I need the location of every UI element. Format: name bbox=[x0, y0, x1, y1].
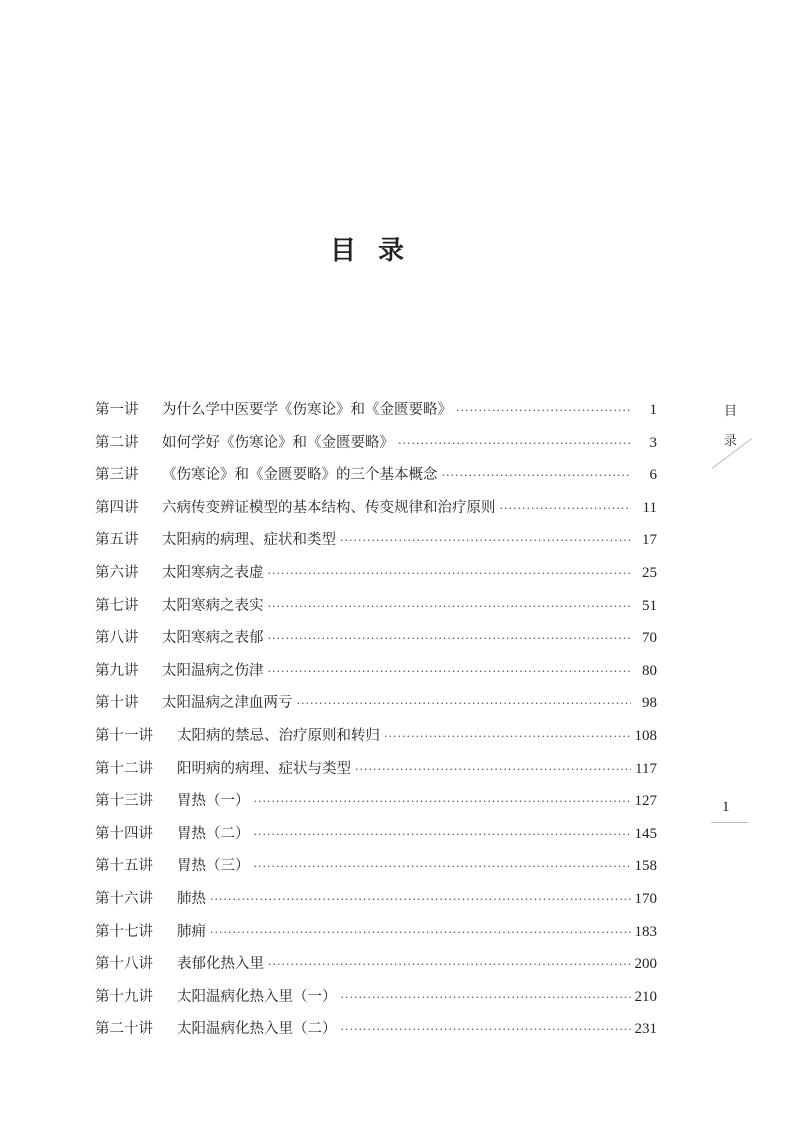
dot-leader bbox=[340, 534, 631, 547]
entry-page: 80 bbox=[642, 662, 657, 679]
entry-page: 25 bbox=[642, 564, 657, 581]
dot-leader bbox=[268, 632, 632, 645]
dot-leader bbox=[384, 730, 631, 743]
toc-entry[interactable] bbox=[95, 431, 657, 464]
dot-leader bbox=[456, 404, 631, 417]
entry-label: 第十五讲 bbox=[95, 858, 153, 875]
entry-label: 第十一讲 bbox=[95, 727, 153, 744]
dot-leader bbox=[268, 665, 632, 678]
entry-page: 3 bbox=[649, 434, 657, 451]
toc-entry[interactable] bbox=[95, 691, 657, 724]
entry-label: 第九讲 bbox=[95, 662, 139, 679]
toc-entry[interactable] bbox=[95, 398, 657, 431]
toc-entry[interactable] bbox=[95, 724, 657, 757]
entry-title: 《伤寒论》和《金匮要略》的三个基本概念 bbox=[162, 467, 438, 484]
entry-page: 127 bbox=[634, 793, 657, 810]
table-of-contents bbox=[95, 398, 657, 1050]
entry-label: 第十讲 bbox=[95, 695, 139, 712]
entry-title: 表郁化热入里 bbox=[177, 956, 264, 973]
side-tab-char-2: 录 bbox=[724, 434, 738, 449]
entry-page: 70 bbox=[642, 630, 657, 647]
dot-leader bbox=[297, 697, 632, 710]
dot-leader bbox=[268, 600, 632, 613]
entry-title: 胃热（二） bbox=[177, 825, 250, 842]
dot-leader bbox=[341, 991, 631, 1004]
dot-leader bbox=[341, 1023, 631, 1036]
toc-entry[interactable] bbox=[95, 594, 657, 627]
entry-page: 17 bbox=[642, 532, 657, 549]
entry-label: 第十七讲 bbox=[95, 923, 153, 940]
page-number: 1 bbox=[722, 799, 730, 815]
toc-entry[interactable] bbox=[95, 887, 657, 920]
entry-page: 6 bbox=[649, 467, 657, 484]
entry-title: 太阳温病之津血两亏 bbox=[162, 695, 293, 712]
entry-title: 太阳温病化热入里（一） bbox=[177, 988, 337, 1005]
entry-page: 1 bbox=[649, 402, 657, 418]
entry-title: 太阳温病化热入里（二） bbox=[177, 1021, 337, 1038]
entry-label: 第一讲 bbox=[95, 402, 139, 418]
entry-label: 第六讲 bbox=[95, 564, 139, 581]
dot-leader bbox=[442, 469, 632, 482]
entry-title: 太阳温病之伤津 bbox=[162, 662, 264, 679]
entry-page: 158 bbox=[634, 858, 657, 875]
entry-page: 145 bbox=[634, 825, 657, 842]
entry-label: 第十八讲 bbox=[95, 956, 153, 973]
entry-label: 第三讲 bbox=[95, 467, 139, 484]
entry-title: 六病传变辨证模型的基本结构、传变规律和治疗原则 bbox=[162, 499, 496, 516]
entry-page: 11 bbox=[642, 499, 657, 516]
toc-entry[interactable] bbox=[95, 985, 657, 1018]
toc-entry[interactable] bbox=[95, 920, 657, 953]
entry-page: 117 bbox=[635, 760, 657, 777]
entry-label: 第十二讲 bbox=[95, 760, 153, 777]
toc-entry[interactable] bbox=[95, 496, 657, 529]
entry-title: 太阳寒病之表虚 bbox=[162, 564, 264, 581]
toc-entry[interactable] bbox=[95, 757, 657, 790]
entry-title: 肺痈 bbox=[177, 923, 206, 940]
toc-entry[interactable] bbox=[95, 659, 657, 692]
entry-page: 183 bbox=[634, 923, 657, 940]
entry-page: 210 bbox=[634, 988, 657, 1005]
toc-entry[interactable] bbox=[95, 463, 657, 496]
entry-page: 231 bbox=[634, 1021, 657, 1038]
entry-page: 98 bbox=[642, 695, 657, 712]
dot-leader bbox=[268, 958, 631, 971]
entry-title: 太阳病的禁忌、治疗原则和转归 bbox=[177, 727, 380, 744]
dot-leader bbox=[500, 502, 632, 515]
entry-title: 肺热 bbox=[177, 890, 206, 907]
entry-page: 170 bbox=[634, 890, 657, 907]
entry-label: 第二讲 bbox=[95, 434, 139, 451]
side-tab-char-1: 目 bbox=[724, 404, 738, 419]
dot-leader bbox=[210, 926, 631, 939]
toc-entry[interactable] bbox=[95, 854, 657, 887]
entry-label: 第七讲 bbox=[95, 597, 139, 614]
dot-leader bbox=[254, 860, 631, 873]
entry-label: 第十九讲 bbox=[95, 988, 153, 1005]
entry-page: 108 bbox=[634, 727, 657, 744]
dot-leader bbox=[398, 437, 631, 450]
dot-leader bbox=[254, 828, 631, 841]
dot-leader bbox=[355, 763, 631, 776]
entry-label: 第十三讲 bbox=[95, 793, 153, 810]
dot-leader bbox=[210, 893, 631, 906]
entry-label: 第四讲 bbox=[95, 499, 139, 516]
entry-title: 阳明病的病理、症状与类型 bbox=[177, 760, 351, 777]
dot-leader bbox=[254, 795, 631, 808]
dot-leader bbox=[268, 567, 632, 580]
entry-title: 胃热（一） bbox=[177, 793, 250, 810]
entry-label: 第十四讲 bbox=[95, 825, 153, 842]
entry-title: 如何学好《伤寒论》和《金匮要略》 bbox=[162, 434, 394, 451]
entry-title: 太阳寒病之表实 bbox=[162, 597, 264, 614]
toc-entry[interactable] bbox=[95, 561, 657, 594]
toc-entry[interactable] bbox=[95, 1017, 657, 1050]
entry-title: 太阳寒病之表郁 bbox=[162, 630, 264, 647]
toc-entry[interactable] bbox=[95, 822, 657, 855]
page-number-rule bbox=[711, 822, 748, 823]
toc-entry[interactable] bbox=[95, 789, 657, 822]
entry-page: 200 bbox=[634, 956, 657, 973]
entry-page: 51 bbox=[642, 597, 657, 614]
entry-title: 胃热（三） bbox=[177, 858, 250, 875]
entry-title: 为什么学中医要学《伤寒论》和《金匮要略》 bbox=[162, 402, 452, 418]
toc-entry[interactable] bbox=[95, 952, 657, 985]
toc-entry[interactable] bbox=[95, 528, 657, 561]
entry-label: 第八讲 bbox=[95, 630, 139, 647]
entry-label: 第五讲 bbox=[95, 532, 139, 549]
toc-entry[interactable] bbox=[95, 626, 657, 659]
page-title: 目录 bbox=[329, 236, 426, 266]
entry-title: 太阳病的病理、症状和类型 bbox=[162, 532, 336, 549]
entry-label: 第二十讲 bbox=[95, 1021, 153, 1038]
entry-label: 第十六讲 bbox=[95, 890, 153, 907]
